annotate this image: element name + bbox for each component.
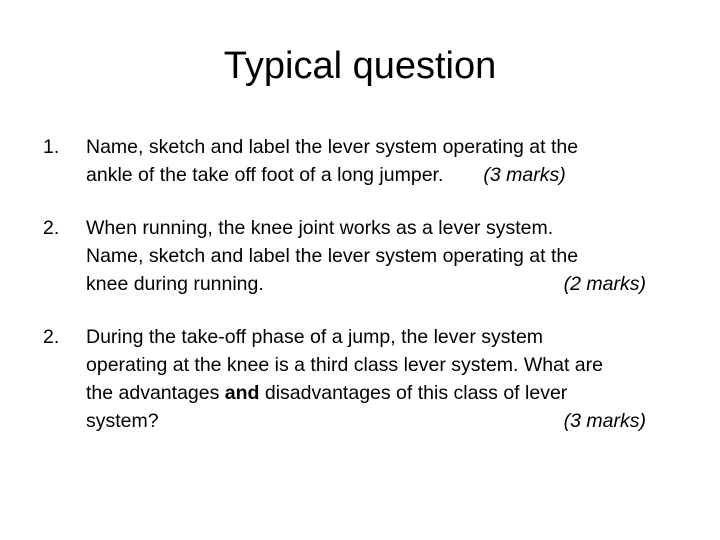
question-line: Name, sketch and label the lever system operating at the — [86, 136, 579, 158]
question-line — [86, 161, 646, 189]
question-item — [43, 133, 683, 189]
question-text — [86, 133, 646, 189]
question-number: 2. — [43, 326, 60, 348]
question-line — [86, 270, 646, 298]
question-line: When running, the knee joint works as a lever system. — [86, 217, 554, 239]
question-list — [43, 133, 683, 460]
emphasis-text: and — [224, 382, 260, 404]
question-line-text: disadvantages of this class of lever — [259, 382, 568, 404]
question-line: Name, sketch and label the lever system operating at the — [86, 245, 579, 267]
question-item — [43, 323, 683, 435]
question-text — [86, 214, 646, 298]
question-number: 1. — [43, 136, 60, 158]
question-line: operating at the knee is a third class lever system. What are — [86, 354, 603, 376]
question-marks: (3 marks) — [563, 410, 646, 432]
question-line — [86, 407, 646, 435]
question-marks: (2 marks) — [563, 273, 646, 295]
question-number: 2. — [43, 217, 60, 239]
question-line: During the take-off phase of a jump, the lever system — [86, 326, 544, 348]
question-item — [43, 214, 683, 298]
question-line-text: the advantages — [86, 382, 225, 404]
question-line-text: ankle of the take off foot of a long jumper. — [86, 164, 444, 186]
question-line — [86, 379, 646, 407]
question-marks: (3 marks) — [483, 164, 566, 186]
slide-title: Typical question — [223, 45, 497, 87]
question-line-text: system? — [86, 410, 159, 432]
question-line-text: knee during running. — [86, 273, 264, 295]
question-text — [86, 323, 646, 435]
